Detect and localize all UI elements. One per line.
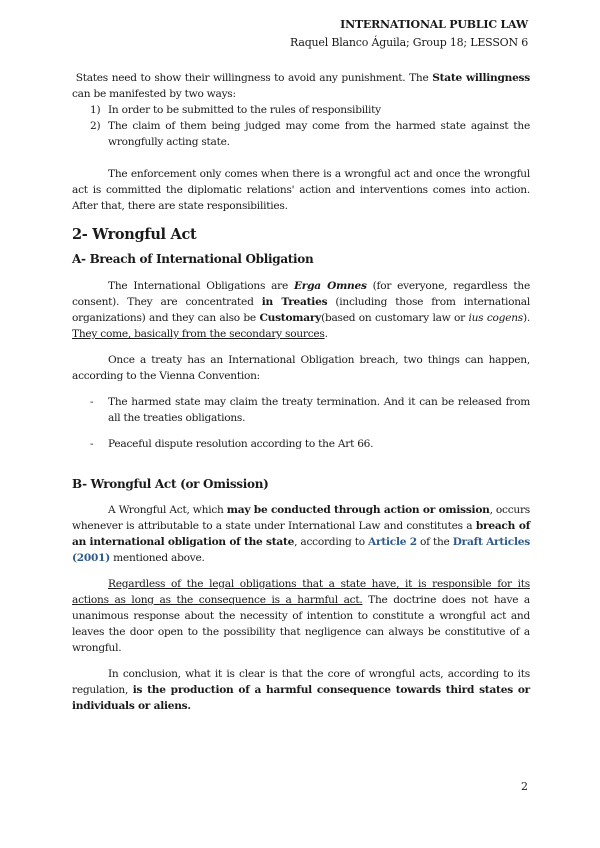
subsection-heading-b: B- Wrongful Act (or Omission) (72, 477, 269, 491)
responsibility-paragraph: Regardless of the legal obligations that a state have, it is responsible for its actions as long as the consequence is a harmful act. The doctrine does not have a unanimous response about the necessity of intention to constitute a wrongful act and leaves the door open to the possibility that negligence can always be constitutive of a wrongful. (72, 578, 530, 654)
header-title: INTERNATIONAL PUBLIC LAW (340, 18, 528, 31)
obligations-paragraph: The International Obligations are Erga Omnes (for everyone, regardless the consent). They are concentrated in Treaties (including those from international organizations) and they can also be Customary(based on customary law or ius cogens). They come, basically from the secondary sources. (72, 280, 531, 340)
list-item: 1) In order to be submitted to the rules of responsibility (90, 104, 381, 116)
intro-paragraph: States need to show their willingness to avoid any punishment. The State willingness can be manifested by two ways: (72, 72, 530, 100)
wrongful-act-paragraph: A Wrongful Act, which may be conducted through action or omission, occurs whenever is attributable to a state under International Law and constitutes a breach of an international obligation of the state, according to Article 2 of the Draft Articles (2001) mentioned above. (72, 504, 530, 564)
willingness-list (72, 102, 530, 150)
enforcement-paragraph: The enforcement only comes when there is a wrongful act and once the wrongful act is committed the diplomatic relations' action and interventions comes into action. After that, there are state responsibilities. (72, 168, 530, 212)
list-item: - Peaceful dispute resolution according to the Art 66. (90, 438, 374, 450)
treaty-breach-paragraph: Once a treaty has an International Obligation breach, two things can happen, according to the Vienna Convention: (72, 354, 530, 382)
header-subtitle: Raquel Blanco Águila; Group 18; LESSON 6 (290, 36, 528, 49)
subsection-heading-a: A- Breach of International Obligation (72, 252, 314, 266)
conclusion-paragraph: In conclusion, what it is clear is that the core of wrongful acts, according to its regulation, is the production of a harmful consequence towards third states or individuals or aliens. (72, 668, 530, 712)
document-body (72, 70, 530, 714)
consequences-list (72, 394, 530, 452)
list-item: - The harmed state may claim the treaty termination. And it can be released from all the treaties obligations. (90, 396, 530, 424)
page-number: 2 (521, 780, 528, 793)
list-item: 2) The claim of them being judged may come from the harmed state against the wrongfully acting state. (90, 120, 530, 148)
section-heading: 2- Wrongful Act (72, 226, 197, 243)
